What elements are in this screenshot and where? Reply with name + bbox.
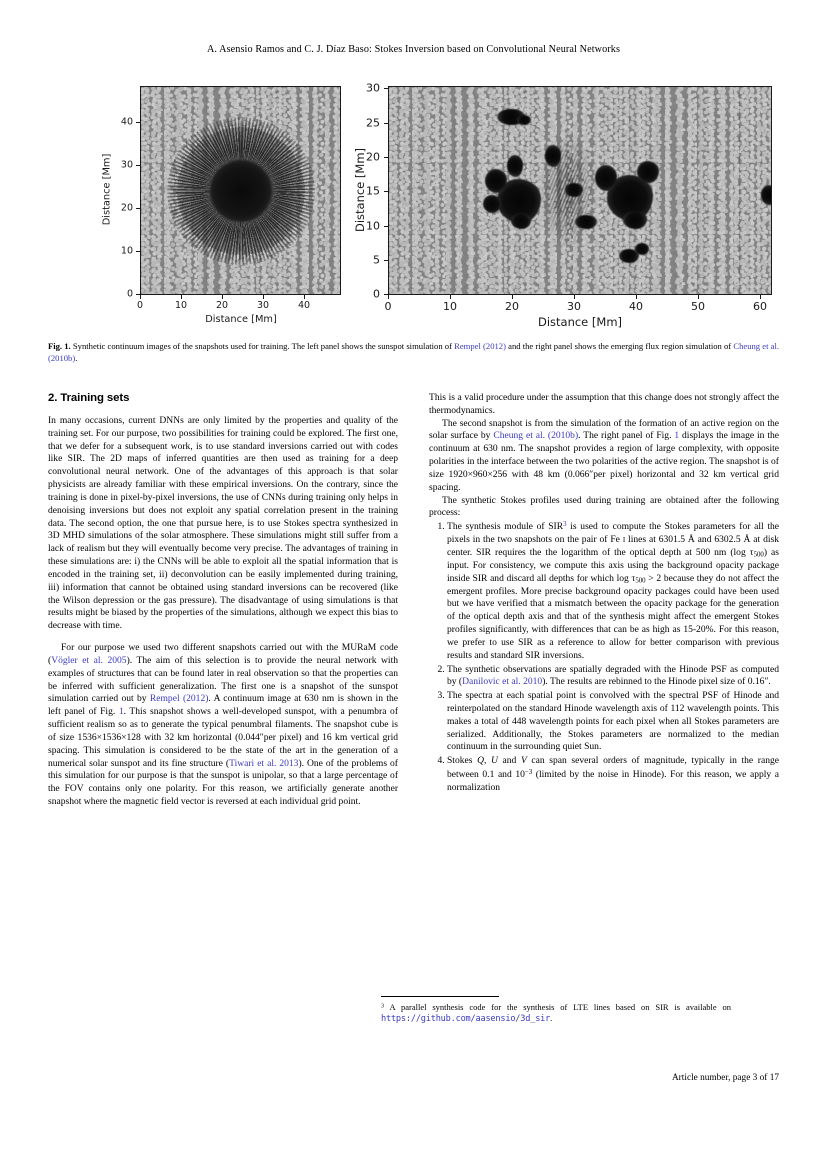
x-tick xyxy=(222,295,223,299)
item-text: ) as input. For consistency, we compute this axis using the background opacity package inside SIR and discard all depths for which log τ xyxy=(447,546,779,584)
x-tick-label: 30 xyxy=(567,300,581,313)
y-tick-label: 40 xyxy=(120,116,133,128)
y-tick-label: 20 xyxy=(366,150,380,164)
citation-rempel-year[interactable]: (2012) xyxy=(179,693,209,705)
item-text: V xyxy=(520,755,527,767)
page-footer: Article number, page 3 of 17 xyxy=(671,1073,779,1083)
x-tick xyxy=(304,295,305,299)
y-axis-title: Distance [Mm] xyxy=(353,147,367,233)
item-text: The synthesis module of SIR xyxy=(447,521,564,533)
citation-vogler[interactable]: Vögler et al. 2005 xyxy=(51,654,127,666)
x-tick xyxy=(140,295,141,299)
item-text: U xyxy=(491,755,498,767)
footnote-text-end: . xyxy=(550,1013,553,1024)
y-tick-label: 10 xyxy=(366,219,380,233)
x-tick-label: 40 xyxy=(297,300,311,311)
list-item: 3. The spectra at each spatial point is convolved with the spectral PSF of Hinode and reinterpolated on the standard Hinode wavelength axis of 112 wavelength points. This makes a total of 448 wavelength points for each pixel when all Stokes parameters are serialized. Additionally, the Stokes parameters are normalized to the median continuum in the surrounding quiet Sun. xyxy=(447,690,779,754)
item-text: Q xyxy=(477,755,484,767)
item-text: and xyxy=(497,755,521,767)
y-tick xyxy=(384,123,388,124)
pore-cluster-left xyxy=(511,213,531,229)
item-text: i xyxy=(622,533,626,545)
item-text: −3 xyxy=(524,769,533,777)
y-tick xyxy=(136,208,140,209)
pore-edge xyxy=(761,185,772,205)
item-text: can span several orders of magnitude, typically in the range between 0.1 and 10 xyxy=(447,755,779,781)
body-columns xyxy=(48,392,779,1092)
x-tick xyxy=(698,295,699,299)
y-axis-title: Distance [Mm] xyxy=(101,153,113,226)
para-text: . This snapshot shows a well-developed sunspot, with a penumbra of sufficient realism so as to generate the typical penumbral filaments. The snapshot cube is of size 1536×1536×128 with 32 km horizontal (0.044″per pixel) and 16 km vertical grid spacing. This simulation is considered to be the state of the art in the generation of a numerical solar sunspot and its fine structure ( xyxy=(48,706,398,769)
paragraph-muram-snapshots xyxy=(48,642,398,809)
figure-caption-label: Fig. 1. xyxy=(48,341,71,351)
y-tick-label: 0 xyxy=(373,287,380,301)
item-text: The synthetic observations are spatially degraded with the Hinode PSF as computed by ( xyxy=(447,663,779,688)
item-text: ). The results are rebinned to the Hinode pixel size of 0.16″. xyxy=(542,676,771,688)
interface-pore xyxy=(565,183,583,197)
footnote-rule xyxy=(381,996,499,997)
left-column xyxy=(48,392,398,809)
interface-pore xyxy=(545,145,561,167)
running-head: A. Asensio Ramos and C. J. Díaz Baso: Stokes Inversion based on Convolutional Neural Networks xyxy=(206,44,621,55)
x-tick-label: 20 xyxy=(215,300,229,311)
synthesis-process-list xyxy=(429,520,779,794)
y-tick xyxy=(384,88,388,89)
figure-caption-text-2: and the right panel shows the emerging flux region simulation of xyxy=(505,341,734,351)
figure-reference[interactable]: 1 xyxy=(674,430,680,442)
footnote-marker[interactable]: 3 xyxy=(563,521,567,529)
item-text: Stokes xyxy=(447,755,478,767)
paragraph-training-sets-intro: In many occasions, current DNNs are only limited by the properties and quality of the training set. For our purpose, two possibilities for training could be explored. The first one, that we defer for a subsequent work, is to use standard inversions carried out with codes like SIR. The 2D maps of inferred quantities are then used as training for a deep convolutional neural network. One of the advantages of this approach is that solar physicists are already familiar with these empirical inversions. On the contrary, since the training is done in pixel-by-pixel inversions, the use of CNNs during training only helps in denoising inversions but does not exploit any spatial correlation present in the training data. The second option, the one that pursue here, is to use Stokes spectra synthesized in 3D MHD simulations of the solar atmosphere. These simulations might still suffer from a lack of realism but they will eventually become very precise. The advantages of training in these simulations are: i) the CNNs will be able to exploit all the spatial information that is encoded in the training set, ii) deconvolution can be easily implemented during training, iii) information that cannot be obtained using standard inversions can be recovered (like the Wilson depression or the gas pressure). The disadvantage of using simulations is that results might be biased by the properties of the simulations, although we expect this bias to decrease with time. xyxy=(48,415,398,632)
x-tick-label: 40 xyxy=(629,300,643,313)
citation-cheung[interactable]: Cheung et al. xyxy=(733,341,779,351)
y-tick xyxy=(384,226,388,227)
figure-1 xyxy=(48,78,779,330)
y-tick xyxy=(384,191,388,192)
footnote xyxy=(381,1002,731,1026)
x-tick-label: 30 xyxy=(256,300,270,311)
citation-cheung[interactable]: Cheung et al. xyxy=(493,430,546,442)
para-text: . The right panel of Fig. xyxy=(578,430,675,442)
x-tick-label: 60 xyxy=(753,300,767,313)
citation-rempel[interactable]: Rempel xyxy=(149,693,180,705)
y-tick-label: 0 xyxy=(126,288,133,300)
x-axis-title: Distance [Mm] xyxy=(537,315,623,329)
para-text: ). One of the problems of this simulation for our purpose is that the sunspot is unipolar, so that a large percentage of the FOV contains only one polarity. For this reason, we artificially generate another snapshot where the magnetic field vector is reversed at each individual grid point. xyxy=(48,757,398,808)
citation-rempel-year[interactable]: (2012) xyxy=(480,341,506,351)
x-tick-label: 10 xyxy=(443,300,457,313)
paragraph-synthetic-process-intro: The synthetic Stokes profiles used during training are obtained after the following process: xyxy=(429,494,779,519)
y-tick xyxy=(136,294,140,295)
x-tick xyxy=(181,295,182,299)
section-heading-training-sets: 2. Training sets xyxy=(48,392,130,404)
sunspot-feature xyxy=(177,127,305,255)
y-tick xyxy=(384,260,388,261)
para-text: ). The aim of this selection is to provide the neural network with examples of structures that can be found later in real observation so that the properties can be inferred with sufficient generalization. The first one is a snapshot of the sunspot simulation carried out by xyxy=(48,654,398,705)
pore-cluster-right xyxy=(595,165,617,191)
citation-danilovic[interactable]: Danilovic et al. 2010 xyxy=(462,676,543,688)
pore-cluster-right xyxy=(623,211,647,229)
figure-right-panel xyxy=(348,78,779,330)
y-tick xyxy=(384,294,388,295)
y-tick-label: 30 xyxy=(120,159,133,171)
y-tick-label: 5 xyxy=(373,253,380,267)
list-item xyxy=(447,520,779,662)
sunspot-image xyxy=(140,86,341,295)
emerging-flux-region-image xyxy=(388,86,772,295)
pore-top xyxy=(517,115,531,125)
para-text: For our purpose we used two different snapshots carried out with the MURaM code ( xyxy=(48,642,398,666)
figure-reference[interactable]: 1 xyxy=(118,706,124,718)
citation-rempel[interactable]: Rempel xyxy=(454,341,481,351)
item-text: is used to compute the Stokes parameters for all the pixels in the two snapshots on the pair of Fe xyxy=(447,521,780,545)
item-text: , xyxy=(484,755,492,767)
y-tick xyxy=(136,122,140,123)
x-tick-label: 20 xyxy=(505,300,519,313)
y-tick-label: 10 xyxy=(120,245,133,257)
x-tick-label: 10 xyxy=(174,300,188,311)
pore-cluster-right xyxy=(637,161,659,183)
para-text: The second snapshot is from the simulation of the formation of an active region on the solar surface by xyxy=(429,417,779,442)
x-tick xyxy=(574,295,575,299)
item-text: (limited by the noise in Hinode). For this reason, we apply a normalization xyxy=(447,769,779,793)
list-item xyxy=(447,664,779,690)
figure-caption-text-3: . xyxy=(75,353,78,364)
x-tick xyxy=(760,295,761,299)
citation-cheung-year[interactable]: (2010b) xyxy=(48,353,76,364)
para-text: displays the image in the continuum at 630 nm. The snapshot provides a region of large complexity, with opposite polarities in the interface between the two polarities of the active region. The snapshot is of size 1920×960×256 with 48 km (0.066″per pixel) horizontal and 32 km vertical grid spacing. xyxy=(429,430,779,493)
paragraph-second-snapshot xyxy=(429,418,779,495)
para-text: . A continuum image at 630 nm is shown in the left panel of Fig. xyxy=(48,693,398,718)
pore-bottom xyxy=(635,243,649,255)
x-tick-label: 50 xyxy=(691,300,705,313)
x-tick xyxy=(450,295,451,299)
x-tick xyxy=(636,295,637,299)
y-tick-label: 25 xyxy=(366,116,380,130)
y-tick xyxy=(136,251,140,252)
pore-cluster-left xyxy=(483,195,501,213)
pore-cluster-left xyxy=(485,169,507,193)
x-tick xyxy=(263,295,264,299)
footnote-text: A parallel synthesis code for the synthesis of LTE lines based on SIR is available on xyxy=(384,1002,731,1012)
footnote-number: 3 xyxy=(381,1003,385,1010)
footnote-url-link[interactable]: https://github.com/aasensio/3d_sir xyxy=(381,1014,551,1025)
umbra-core xyxy=(210,160,272,222)
list-item xyxy=(447,755,779,794)
item-text: 500 xyxy=(635,577,646,585)
x-tick-label: 0 xyxy=(136,300,144,311)
item-text: lines at 6301.5 Å and 6302.5 Å at disk center. SIR requires the the logarithm of the optical depth at 500 nm (log τ xyxy=(447,533,779,558)
y-tick xyxy=(136,165,140,166)
figure-caption xyxy=(48,340,779,364)
item-text: > 2 because they do not affect the emergent profiles. More precise background opacity packages could have been used but we have verified that a mismatch between the opacity package for the generation of the optical depth axis and that of the synthesis might affect the emergent Stokes profiles significantly, with differences that can be as high as 15-20%. For this reason, we prefer to use SIR as a reference to allow for better comparison with previous results and standard SIR inversions. xyxy=(447,572,779,661)
citation-tiwari[interactable]: Tiwari et al. 2013 xyxy=(229,757,299,769)
y-tick-label: 15 xyxy=(366,184,380,198)
figure-left-panel xyxy=(94,78,344,330)
item-text: 500 xyxy=(753,551,764,559)
x-tick xyxy=(388,295,389,299)
interface-pore xyxy=(575,215,597,229)
right-column xyxy=(429,392,779,796)
y-tick-label: 20 xyxy=(120,202,133,214)
y-tick-label: 30 xyxy=(366,81,380,95)
x-axis-title: Distance [Mm] xyxy=(205,314,277,325)
pore-cluster-left xyxy=(507,155,523,177)
citation-cheung-year[interactable]: (2010b) xyxy=(545,430,579,442)
figure-caption-text-1: Synthetic continuum images of the snapshots used for training. The left panel shows the sunspot simulation of xyxy=(70,341,455,351)
x-tick-label: 0 xyxy=(384,300,392,313)
paragraph-valid-procedure: This is a valid procedure under the assumption that this change does not strongly affect the thermodynamics. xyxy=(429,392,779,416)
y-tick xyxy=(384,157,388,158)
x-tick xyxy=(512,295,513,299)
